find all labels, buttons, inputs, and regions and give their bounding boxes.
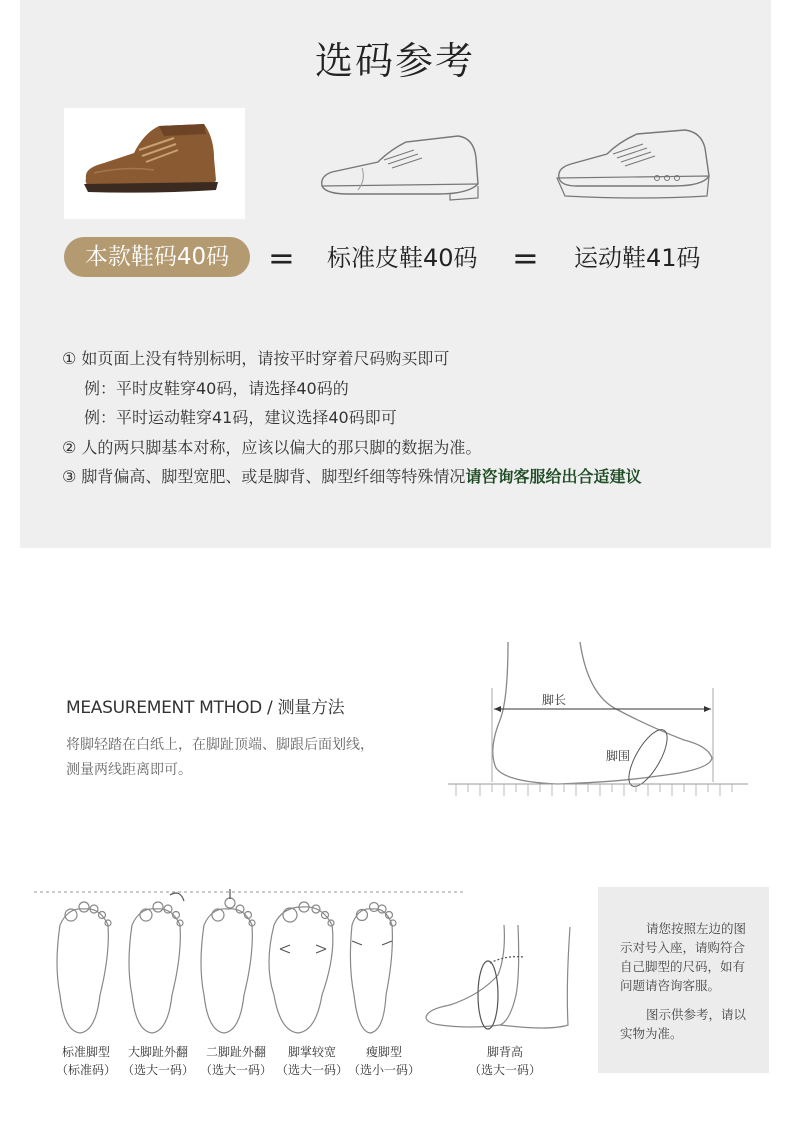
measurement-description: 将脚轻踏在白纸上，在脚趾顶端、脚跟后面划线，测量两线距离即可。 <box>66 737 374 778</box>
foot-type-high-instep <box>465 1043 545 1079</box>
foot-outline-standard <box>57 909 108 1033</box>
foot-girth-label: 脚围 <box>606 749 631 763</box>
measurement-title: MEASUREMENT MTHOD / 测量方法 <box>66 698 345 718</box>
foot-type-advice: （选大一码） <box>275 1063 348 1077</box>
note-line: ① 如页面上没有特别标明，请按平时穿着尺码购买即可 <box>62 349 450 368</box>
boot-image <box>64 108 245 219</box>
foot-type-bunion <box>119 1043 197 1079</box>
sneaker-size-label: 运动鞋41码 <box>574 244 701 272</box>
foot-type-name: 大脚趾外翻 <box>127 1045 188 1059</box>
note-example: 例：平时运动鞋穿41码，建议选择40码即可 <box>84 408 397 427</box>
note-text: ③ 脚背偏高、脚型宽肥、或是脚背、脚型纤细等特殊情况 <box>62 467 466 486</box>
reference-note-panel <box>598 887 769 1073</box>
foot-type-name: 标准脚型 <box>61 1045 110 1059</box>
foot-length-label: 脚长 <box>542 693 567 707</box>
foot-type-advice: （标准码） <box>55 1063 116 1077</box>
foot-type-advice: （选小一码） <box>347 1063 420 1077</box>
foot-type-advice: （选大一码） <box>121 1063 194 1077</box>
foot-outline-wide <box>269 907 333 1033</box>
foot-measurement-diagram <box>448 640 748 810</box>
note-line: ② 人的两只脚基本对称，应该以偏大的那只脚的数据为准。 <box>62 437 482 457</box>
reference-note-disclaimer: 图示供参考，请以实物为准。 <box>620 1007 747 1041</box>
note-emphasis: 请咨询客服给出合适建议 <box>465 467 642 486</box>
foot-type-advice: （选大一码） <box>468 1063 541 1077</box>
note-example: 例：平时皮鞋穿40码，请选择40码的 <box>84 378 349 398</box>
foot-type-name: 脚掌较宽 <box>287 1045 336 1059</box>
foot-outline-bunion <box>129 909 180 1033</box>
sneaker-icon <box>553 126 713 204</box>
dress-shoe-icon <box>318 128 483 203</box>
this-model-size-badge: 本款鞋码40码 <box>64 237 250 277</box>
foot-outline-narrow <box>350 909 392 1033</box>
foot-type-name: 脚背高 <box>486 1045 523 1059</box>
foot-outline-second-toe <box>201 909 252 1033</box>
foot-type-name: 瘦脚型 <box>365 1045 402 1059</box>
page-title: 选码参考 <box>314 39 475 83</box>
foot-types-diagram <box>34 885 464 1037</box>
equals-sign: = <box>268 239 295 277</box>
dress-shoe-size-label: 标准皮鞋40码 <box>327 244 478 272</box>
reference-note-text: 请您按照左边的图示对号入座，请购符合自己脚型的尺码，如有问题请咨询客服。 <box>620 921 747 993</box>
foot-type-second-toe <box>197 1043 275 1079</box>
size-notes <box>62 344 641 492</box>
note-line <box>62 462 641 492</box>
foot-type-wide <box>273 1043 351 1079</box>
foot-type-name: 二脚趾外翻 <box>205 1045 266 1059</box>
high-instep-diagram <box>420 925 580 1043</box>
product-photo <box>64 108 245 219</box>
foot-type-standard <box>47 1043 125 1079</box>
foot-type-narrow <box>345 1043 423 1079</box>
equals-sign: = <box>512 239 539 277</box>
foot-type-advice: （选大一码） <box>199 1063 272 1077</box>
